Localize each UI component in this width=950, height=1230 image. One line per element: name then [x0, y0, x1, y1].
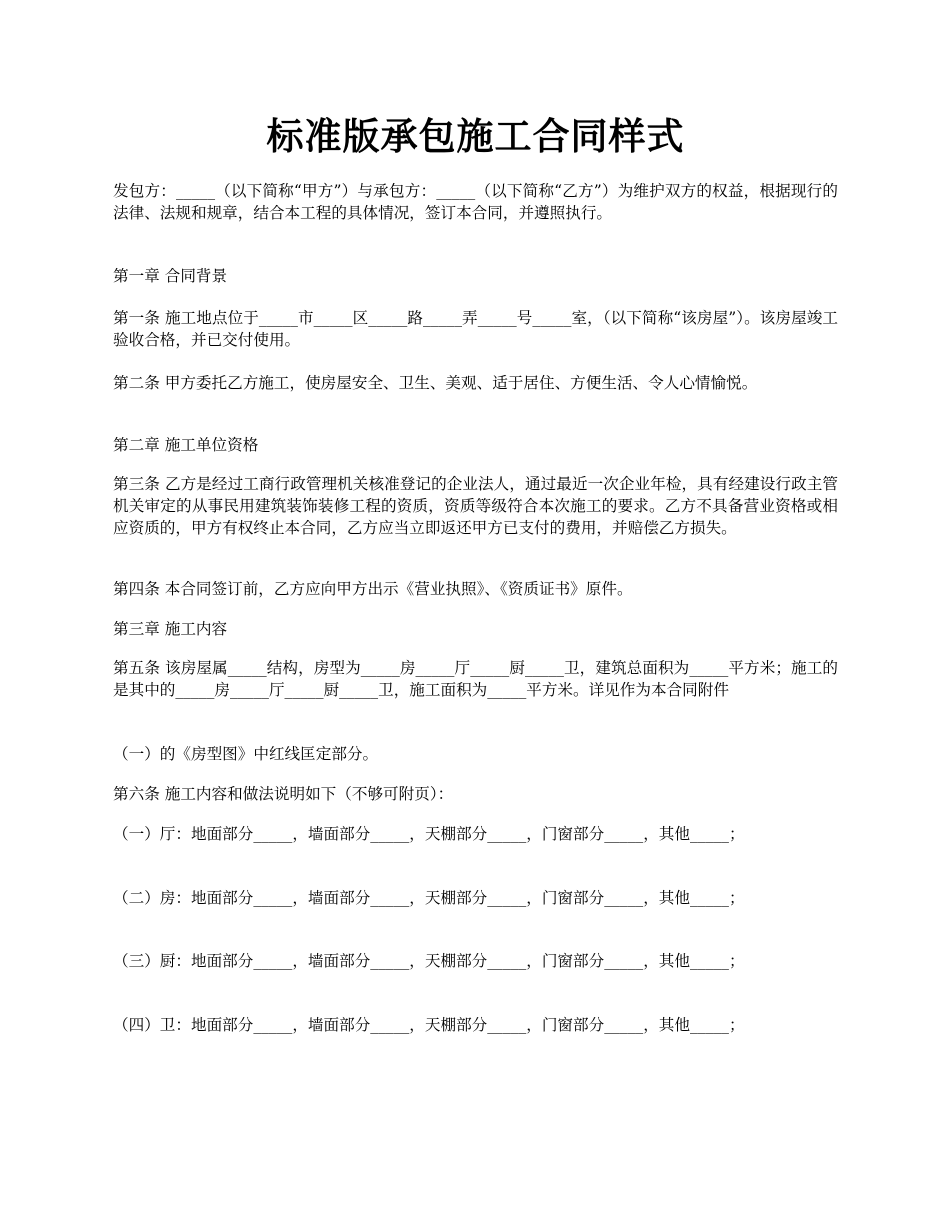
list-item: （四）卫：地面部分_____，墙面部分_____，天棚部分_____，门窗部分_____，其他_____； — [113, 1016, 745, 1034]
chapter-heading: 第一章 合同背景 — [113, 267, 228, 285]
list-item: （一）厅：地面部分_____，墙面部分_____，天棚部分_____，门窗部分_____，其他_____； — [113, 825, 745, 843]
article-paragraph: （一）的《房型图》中红线匡定部分。 — [113, 745, 379, 763]
list-item: （三）厨：地面部分_____，墙面部分_____，天棚部分_____，门窗部分_____，其他_____； — [113, 952, 745, 970]
article-paragraph: 第一条 施工地点位于_____市_____区_____路_____弄_____号_____室，（以下简称“该房屋”）。该房屋竣工验收合格，并已交付使用。 — [113, 309, 838, 349]
list-item: （二）房：地面部分_____，墙面部分_____，天棚部分_____，门窗部分_____，其他_____； — [113, 889, 745, 907]
article-paragraph: 第二条 甲方委托乙方施工，使房屋安全、卫生、美观、适于居住、方便生活、令人心情愉悦。 — [113, 374, 758, 392]
chapter-heading: 第二章 施工单位资格 — [113, 436, 259, 454]
article-paragraph: 第四条 本合同签订前，乙方应向甲方出示《营业执照》、《资质证书》原件。 — [113, 580, 633, 598]
article-paragraph: 第三条 乙方是经过工商行政管理机关核准登记的企业法人，通过最近一次企业年检，具有经建设行政主管机关审定的从事民用建筑装饰装修工程的资质，资质等级符合本次施工的要求。乙方不具备营业资格或相应资质的，甲方有权终止本合同，乙方应当立即返还甲方已支付的费用，并赔偿乙方损失。 — [113, 475, 838, 537]
page-title: 标准版承包施工合同样式 — [266, 115, 685, 158]
chapter-heading: 第三章 施工内容 — [113, 620, 228, 638]
document-page — [113, 0, 838, 1034]
article-paragraph: 第六条 施工内容和做法说明如下（不够可附页）： — [113, 785, 454, 803]
intro-paragraph: 发包方：_____（以下简称“甲方”）与承包方：_____（以下简称“乙方”）为维护双方的权益，根据现行的法律、法规和规章，结合本工程的具体情况，签订本合同，并遵照执行。 — [113, 182, 838, 222]
article-paragraph: 第五条 该房屋属_____结构，房型为_____房_____厅_____厨_____卫，建筑总面积为_____平方米；施工的是其中的_____房_____厅_____厨_____卫，施工面积为_____平方米。详见作为本合同附件 — [113, 659, 838, 699]
